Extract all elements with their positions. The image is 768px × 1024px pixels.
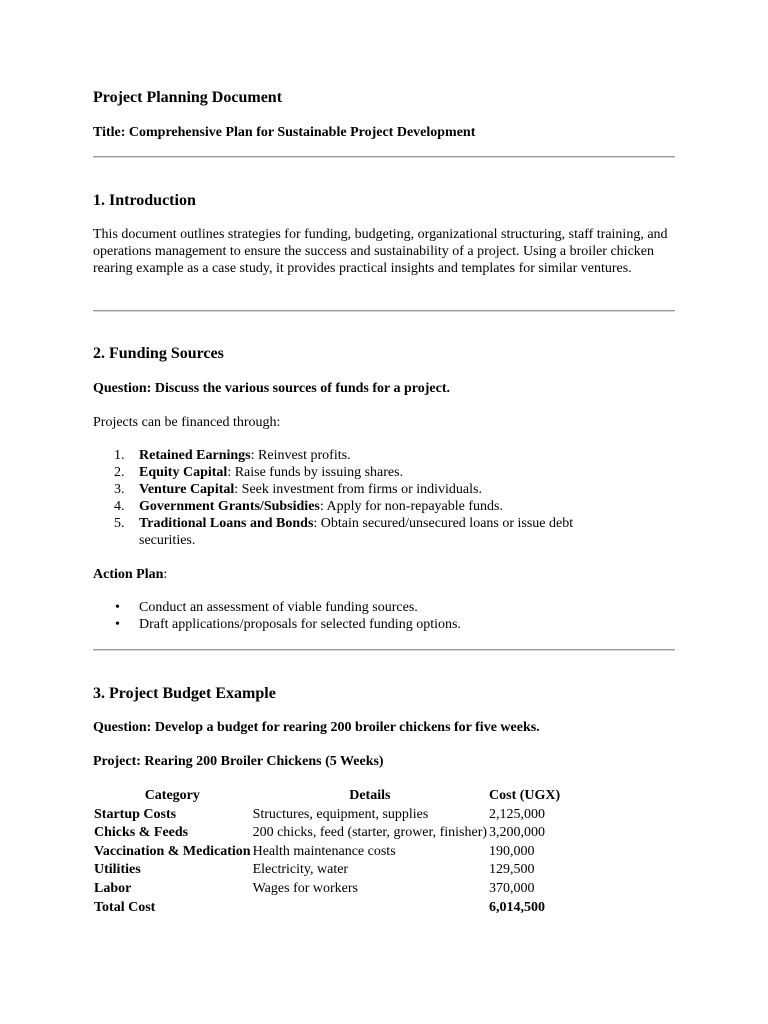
cell-category: Vaccination & Medication <box>94 843 251 859</box>
list-number: 4. <box>114 499 125 514</box>
bullet-icon: • <box>115 617 120 632</box>
table-row <box>93 824 561 843</box>
budget-project-title: Project: Rearing 200 Broiler Chickens (5 Weeks) <box>93 754 384 769</box>
introduction-body: This document outlines strategies for funding, budgeting, organizational structuring, staff training, and operations management to ensure the success and sustainability of a project. Using a broiler chicken rearing example as a case study, it provides practical insights and templates for similar ventures. <box>93 227 668 276</box>
budget-question: Question: Develop a budget for rearing 200 broiler chickens for five weeks. <box>93 720 540 735</box>
list-item-desc: : Seek investment from firms or individuals. <box>234 482 482 497</box>
document-subtitle: Title: Comprehensive Plan for Sustainable Project Development <box>93 125 476 140</box>
list-number: 1. <box>114 448 125 463</box>
funding-question: Question: Discuss the various sources of funds for a project. <box>93 381 451 396</box>
cell-total-details <box>252 899 488 918</box>
section-heading-introduction: 1. Introduction <box>93 192 196 209</box>
list-item <box>93 515 599 549</box>
cell-details: Structures, equipment, supplies <box>252 806 429 822</box>
list-item-desc: : Raise funds by issuing shares. <box>227 465 404 480</box>
list-item <box>93 498 675 515</box>
cell-total-cost: 6,014,500 <box>489 899 546 915</box>
divider <box>93 156 675 158</box>
bullet-icon: • <box>115 600 120 615</box>
list-item <box>93 481 675 498</box>
cell-category: Chicks & Feeds <box>94 825 189 841</box>
action-plan-title: Action Plan <box>93 567 164 582</box>
column-header-details: Details <box>349 788 391 803</box>
list-item-text: Conduct an assessment of viable funding sources. <box>139 600 418 615</box>
list-item <box>93 599 675 616</box>
cell-details: Electricity, water <box>252 862 349 878</box>
cell-category: Startup Costs <box>94 806 177 822</box>
action-plan-list <box>93 599 675 633</box>
list-number: 3. <box>114 482 125 497</box>
table-total-row <box>93 899 561 918</box>
column-header-cost: Cost (UGX) <box>489 788 561 803</box>
list-item-term: Venture Capital <box>139 482 235 497</box>
list-item-desc: : Apply for non-repayable funds. <box>319 499 503 514</box>
divider <box>93 310 675 312</box>
cell-details: Wages for workers <box>252 880 358 896</box>
cell-details: Health maintenance costs <box>252 843 396 859</box>
list-item <box>93 447 675 464</box>
cell-cost: 129,500 <box>489 862 535 878</box>
cell-category: Labor <box>94 880 132 896</box>
table-row <box>93 806 561 825</box>
list-item-term: Government Grants/Subsidies <box>139 499 320 514</box>
list-item-text: Draft applications/proposals for selected funding options. <box>139 617 461 632</box>
cell-total-label: Total Cost <box>94 899 156 915</box>
divider <box>93 649 675 651</box>
list-item-desc: : Obtain secured/unsecured loans or issue debt securities. <box>139 516 574 548</box>
cell-cost: 3,200,000 <box>489 825 546 841</box>
cell-details: 200 chicks, feed (starter, grower, finisher) <box>252 825 488 841</box>
table-row <box>93 880 561 899</box>
cell-category: Utilities <box>94 862 141 878</box>
document-title: Project Planning Document <box>93 89 283 106</box>
list-item <box>93 464 675 481</box>
list-item <box>93 616 675 633</box>
list-number: 2. <box>114 465 125 480</box>
action-plan-label <box>93 566 675 583</box>
section-heading-funding: 2. Funding Sources <box>93 345 224 362</box>
budget-table <box>93 787 561 917</box>
list-item-term: Retained Earnings <box>139 448 251 463</box>
table-row <box>93 861 561 880</box>
list-item-desc: : Reinvest profits. <box>250 448 351 463</box>
cell-cost: 190,000 <box>489 843 535 859</box>
table-header-row <box>93 787 561 806</box>
cell-cost: 2,125,000 <box>489 806 546 822</box>
list-item-term: Traditional Loans and Bonds <box>139 516 314 531</box>
list-number: 5. <box>114 516 125 531</box>
list-item-term: Equity Capital <box>139 465 228 480</box>
section-heading-budget: 3. Project Budget Example <box>93 685 276 702</box>
action-plan-colon: : <box>163 567 168 582</box>
funding-sources-list <box>93 447 675 549</box>
table-row <box>93 843 561 862</box>
column-header-category: Category <box>144 788 200 803</box>
cell-cost: 370,000 <box>489 880 535 896</box>
funding-lead: Projects can be financed through: <box>93 415 281 430</box>
